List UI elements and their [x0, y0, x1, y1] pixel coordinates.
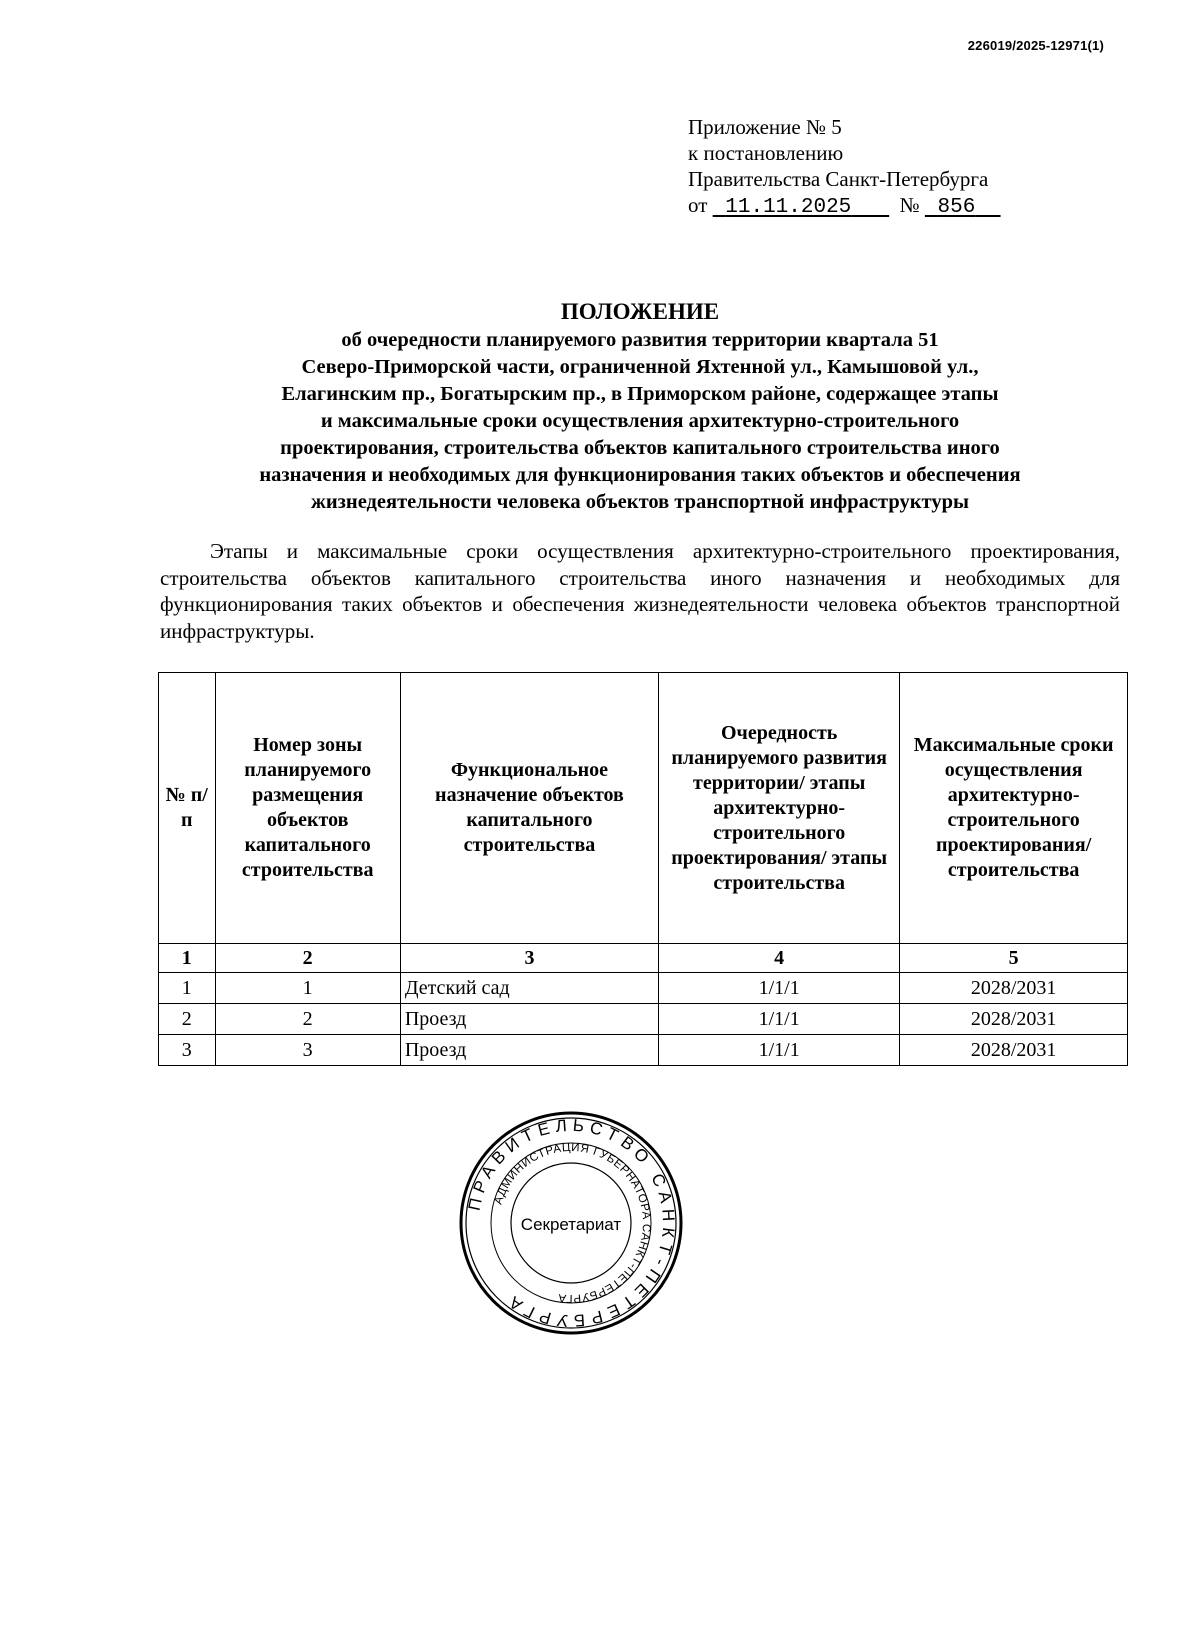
document-title	[150, 298, 1130, 516]
cell-stages: 1/1/1	[659, 1035, 900, 1066]
header-cell: Очередность планируемого развития территории/ этапы архитектурно-строительного проектирования/ этапы строительства	[659, 673, 900, 944]
column-number: 1	[159, 944, 216, 973]
stamp-inner-text: АДМИНИСТРАЦИЯ ГУБЕРНАТОРА САНКТ-ПЕТЕРБУРГА	[492, 1141, 653, 1305]
title-main: ПОЛОЖЕНИЕ	[560, 299, 720, 324]
column-number: 5	[900, 944, 1128, 973]
header-cell: № п/п	[159, 673, 216, 944]
title-line: об очередности планируемого развития территории квартала 51	[341, 329, 939, 351]
header-cell: Номер зоны планируемого размещения объектов капитального строительства	[215, 673, 400, 944]
stamp-outer-text: ПРАВИТЕЛЬСТВО САНКТ-ПЕТЕРБУРГА	[464, 1115, 679, 1331]
title-line: назначения и необходимых для функционирования таких объектов и обеспечения	[259, 464, 1021, 486]
table-row	[159, 1004, 1128, 1035]
title-line: Елагинским пр., Богатырским пр., в Приморском районе, содержащее этапы	[281, 383, 999, 405]
column-number-row	[159, 944, 1128, 973]
column-number: 2	[215, 944, 400, 973]
number-prefix: №	[899, 193, 920, 217]
stamp-center-text: Секретариат	[520, 1215, 622, 1234]
title-line: и максимальные сроки осуществления архитектурно-строительного	[320, 410, 960, 432]
title-line: проектирования, строительства объектов капитального строительства иного	[280, 437, 1000, 459]
cell-deadlines: 2028/2031	[900, 1004, 1128, 1035]
cell-deadlines: 2028/2031	[900, 973, 1128, 1004]
stages-table	[158, 672, 1128, 1066]
header-cell: Функциональное назначение объектов капитального строительства	[400, 673, 658, 944]
cell-stages: 1/1/1	[659, 1004, 900, 1035]
appendix-block	[688, 114, 1001, 221]
header-cell: Максимальные сроки осуществления архитектурно-строительного проектирования/ строительства	[900, 673, 1128, 944]
title-line: Северо-Приморской части, ограниченной Яхтенной ул., Камышовой ул.,	[301, 356, 979, 378]
cell-purpose: Детский сад	[400, 973, 658, 1004]
appendix-line-3: Правительства Санкт-Петербурга	[688, 167, 989, 191]
cell-deadlines: 2028/2031	[900, 1035, 1128, 1066]
cell-index: 2	[159, 1004, 216, 1035]
cell-zone: 1	[215, 973, 400, 1004]
document-id: 226019/2025-12971(1)	[967, 38, 1104, 53]
appendix-date-line	[688, 192, 1001, 221]
appendix-line-2: к постановлению	[688, 141, 844, 165]
cell-zone: 3	[215, 1035, 400, 1066]
column-number: 4	[659, 944, 900, 973]
resolution-number: 856	[937, 196, 976, 219]
resolution-date: 11.11.2025	[725, 196, 852, 219]
cell-stages: 1/1/1	[659, 973, 900, 1004]
table-header-row	[159, 673, 1128, 944]
table-row	[159, 1035, 1128, 1066]
cell-purpose: Проезд	[400, 1004, 658, 1035]
column-number: 3	[400, 944, 658, 973]
cell-purpose: Проезд	[400, 1035, 658, 1066]
cell-index: 3	[159, 1035, 216, 1066]
cell-zone: 2	[215, 1004, 400, 1035]
title-line: жизнедеятельности человека объектов транспортной инфраструктуры	[311, 491, 969, 513]
appendix-line-1: Приложение № 5	[688, 115, 842, 139]
table-row	[159, 973, 1128, 1004]
cell-index: 1	[159, 973, 216, 1004]
official-stamp	[458, 1110, 684, 1336]
date-prefix: от	[688, 193, 708, 217]
intro-paragraph: Этапы и максимальные сроки осуществления архитектурно-строительного проектирования, строительства объектов капитального строительства иного назначения и необходимых для функционирования таких объектов и обеспечения жизнедеятельности человека объектов транспортной инфраструктуры.	[160, 539, 1120, 643]
